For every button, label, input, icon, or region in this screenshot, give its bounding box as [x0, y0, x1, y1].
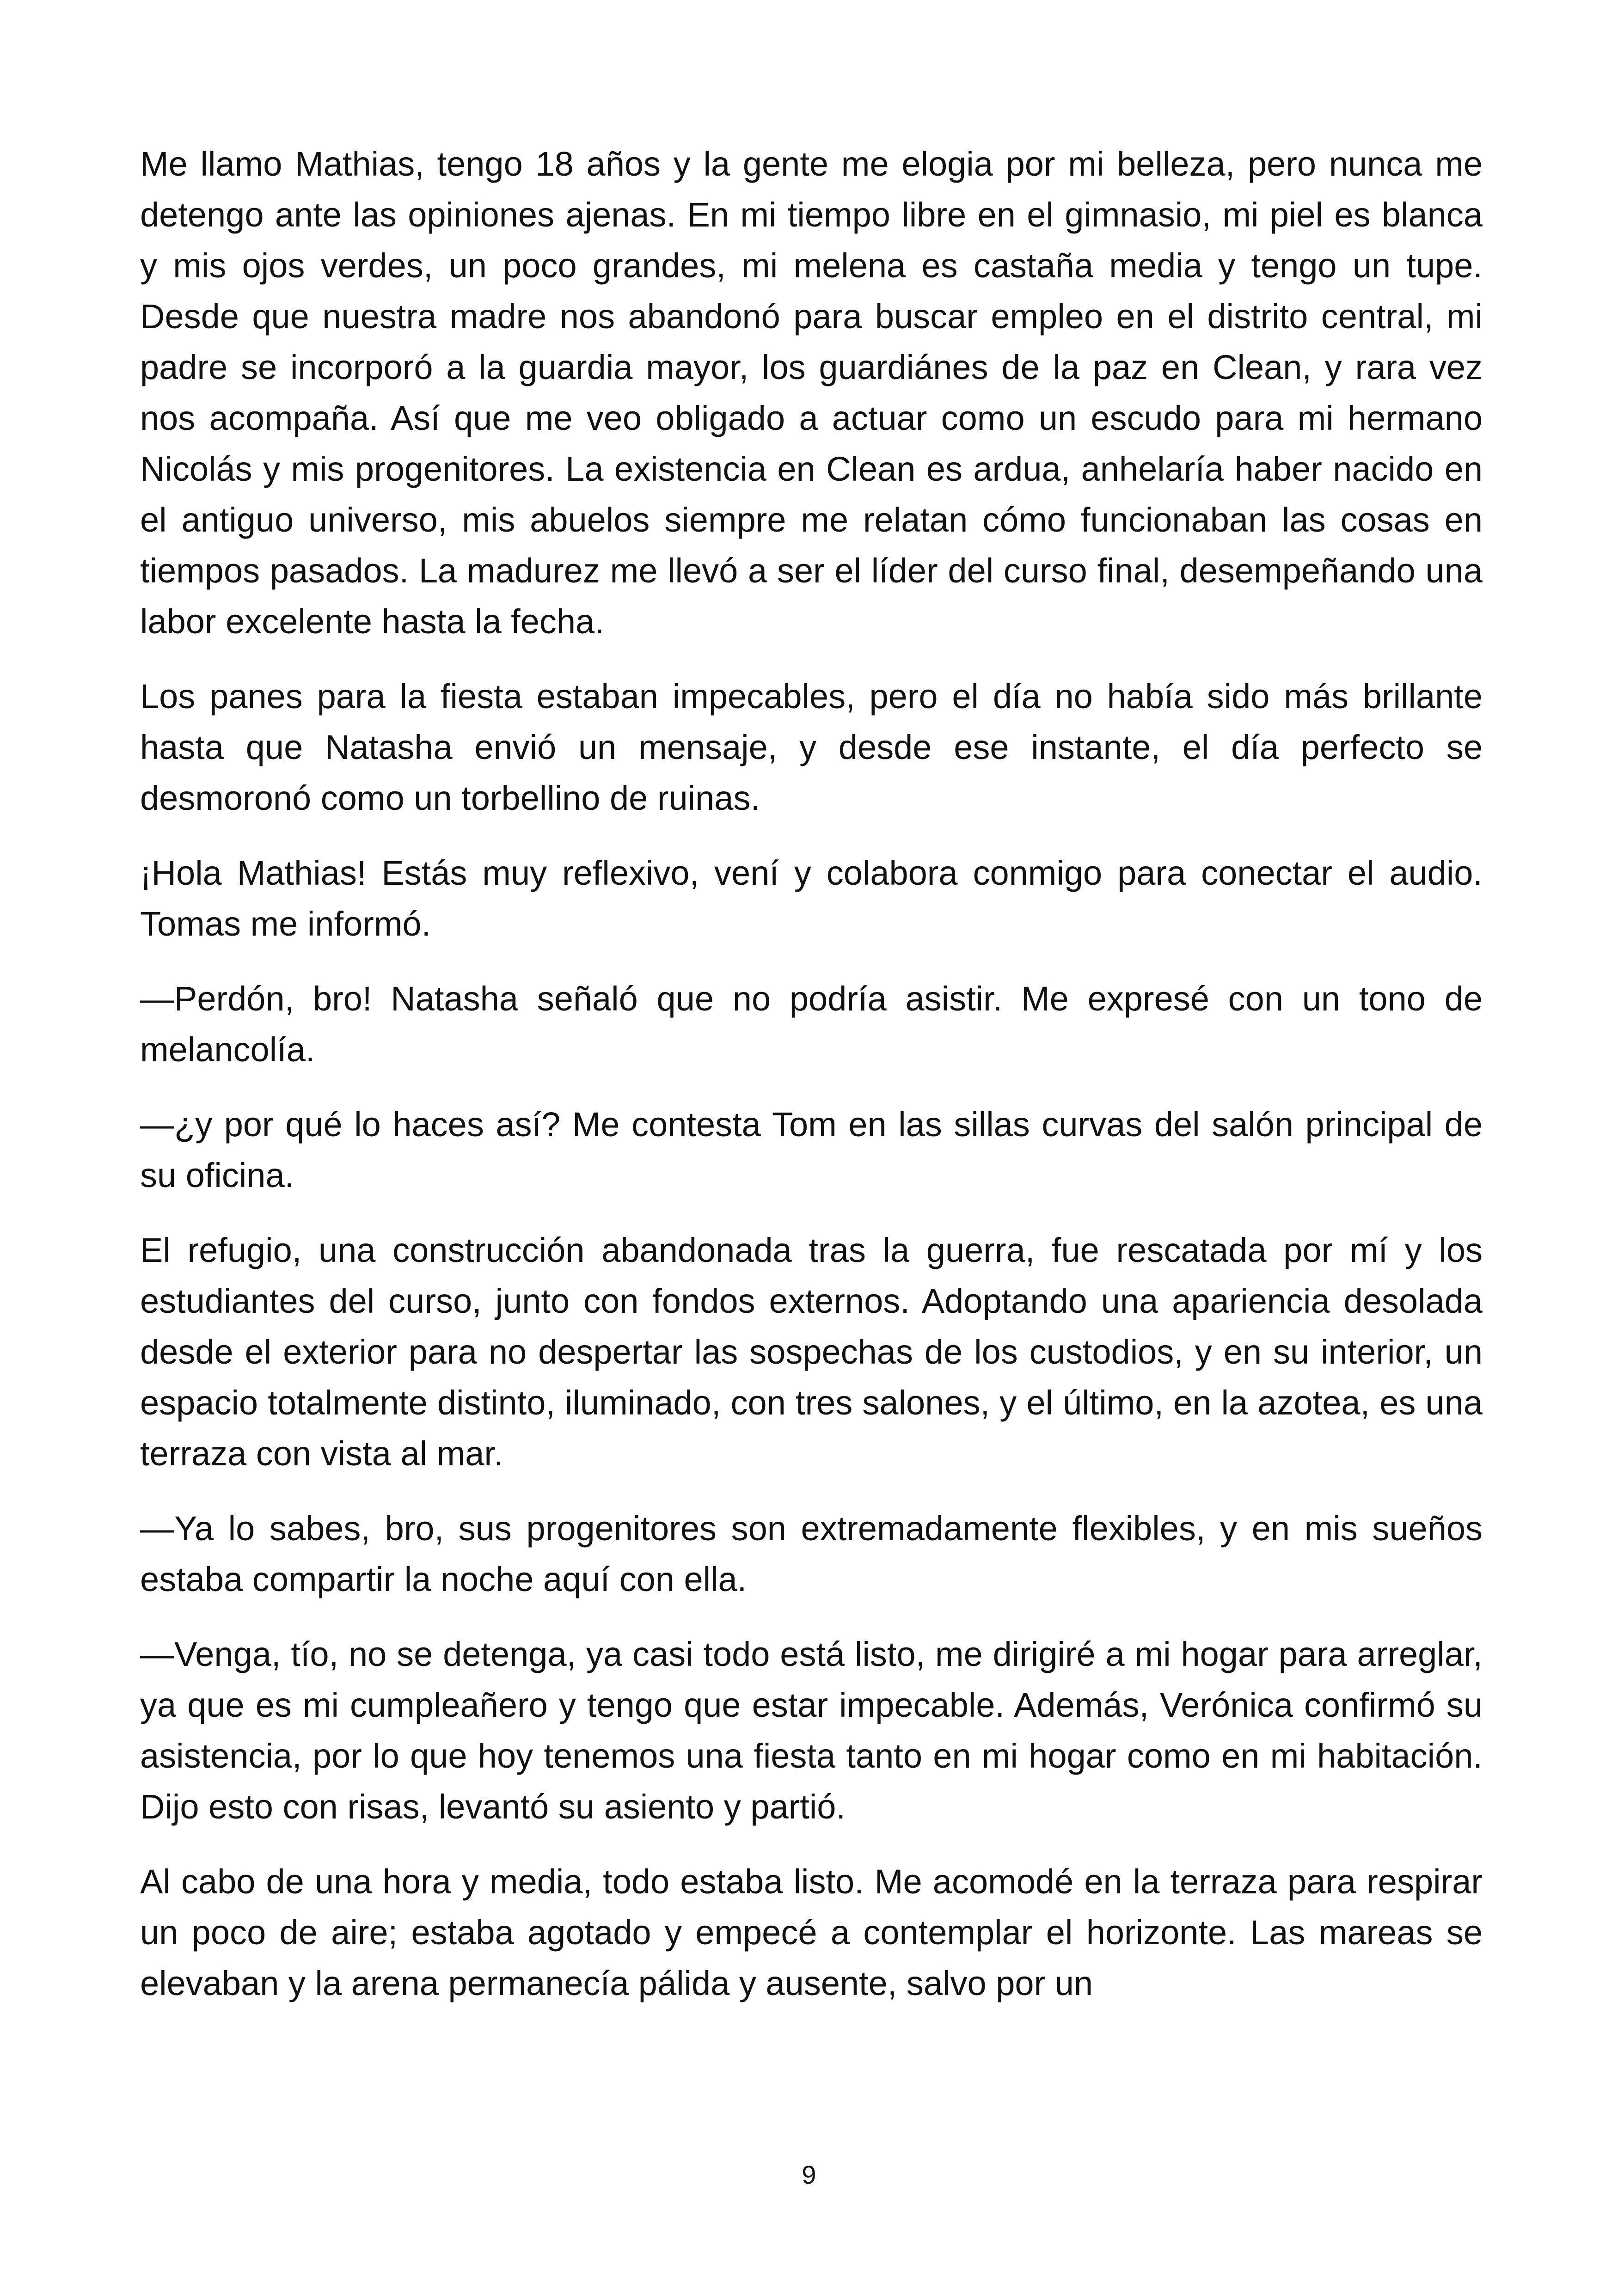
paragraph-terrace: Al cabo de una hora y media, todo estaba listo. Me acomodé en la terraza para respirar un poco de aire; estaba agotado y empecé a contemplar el horizonte. Las mareas se elevaban y la arena permanecía pálida y ausente, salvo por un — [140, 1862, 1483, 2002]
body-text — [140, 139, 1483, 2033]
paragraph-intro: Me llamo Mathias, tengo 18 años y la gente me elogia por mi belleza, pero nunca me detengo ante las opiniones ajenas. En mi tiempo libre en el gimnasio, mi piel es blanca y mis ojos verdes, un poco grandes, mi melena es castaña media y tengo un tupe. Desde que nuestra madre nos abandonó para buscar empleo en el distrito central, mi padre se incorporó a la guardia mayor, los guardiánes de la paz en Clean, y rara vez nos acompaña. Así que me veo obligado a actuar como un escudo para mi hermano Nicolás y mis progenitores. La existencia en Clean es ardua, anhelaría haber nacido en el antiguo universo, mis abuelos siempre me relatan cómo funcionaban las cosas en tiempos pasados. La madurez me llevó a ser el líder del curso final, desempeñando una labor excelente hasta la fecha. — [140, 145, 1483, 641]
dialogue-line: —¿y por qué lo haces así? Me contesta Tom en las sillas curvas del salón principal de su oficina. — [140, 1105, 1483, 1194]
dialogue-line: —Venga, tío, no se detenga, ya casi todo está listo, me dirigiré a mi hogar para arreglar, ya que es mi cumpleañero y tengo que estar impecable. Además, Verónica confirmó su asistencia, por lo que hoy tenemos una fiesta tanto en mi hogar como en mi habitación. Dijo esto con risas, levantó su asiento y partió. — [140, 1635, 1483, 1826]
paragraph-refuge: El refugio, una construcción abandonada tras la guerra, fue rescatada por mí y los estudiantes del curso, junto con fondos externos. Adoptando una apariencia desolada desde el exterior para no despertar las sospechas de los custodios, y en su interior, un espacio totalmente distinto, iluminado, con tres salones, y el último, en la azotea, es una terraza con vista al mar. — [140, 1231, 1483, 1473]
paragraph-party-bread: Los panes para la fiesta estaban impecables, pero el día no había sido más brillante hasta que Natasha envió un mensaje, y desde ese instante, el día perfecto se desmoronó como un torbellino de ruinas. — [140, 677, 1483, 817]
dialogue-line: —Ya lo sabes, bro, sus progenitores son extremadamente flexibles, y en mis sueños estaba compartir la noche aquí con ella. — [140, 1509, 1483, 1598]
dialogue-line: —Perdón, bro! Natasha señaló que no podría asistir. Me expresé con un tono de melancolía. — [140, 980, 1483, 1069]
page-number: 9 — [802, 2160, 816, 2189]
paragraph-greeting: ¡Hola Mathias! Estás muy reflexivo, vení y colabora conmigo para conectar el audio. Tomas me informó. — [140, 854, 1483, 943]
